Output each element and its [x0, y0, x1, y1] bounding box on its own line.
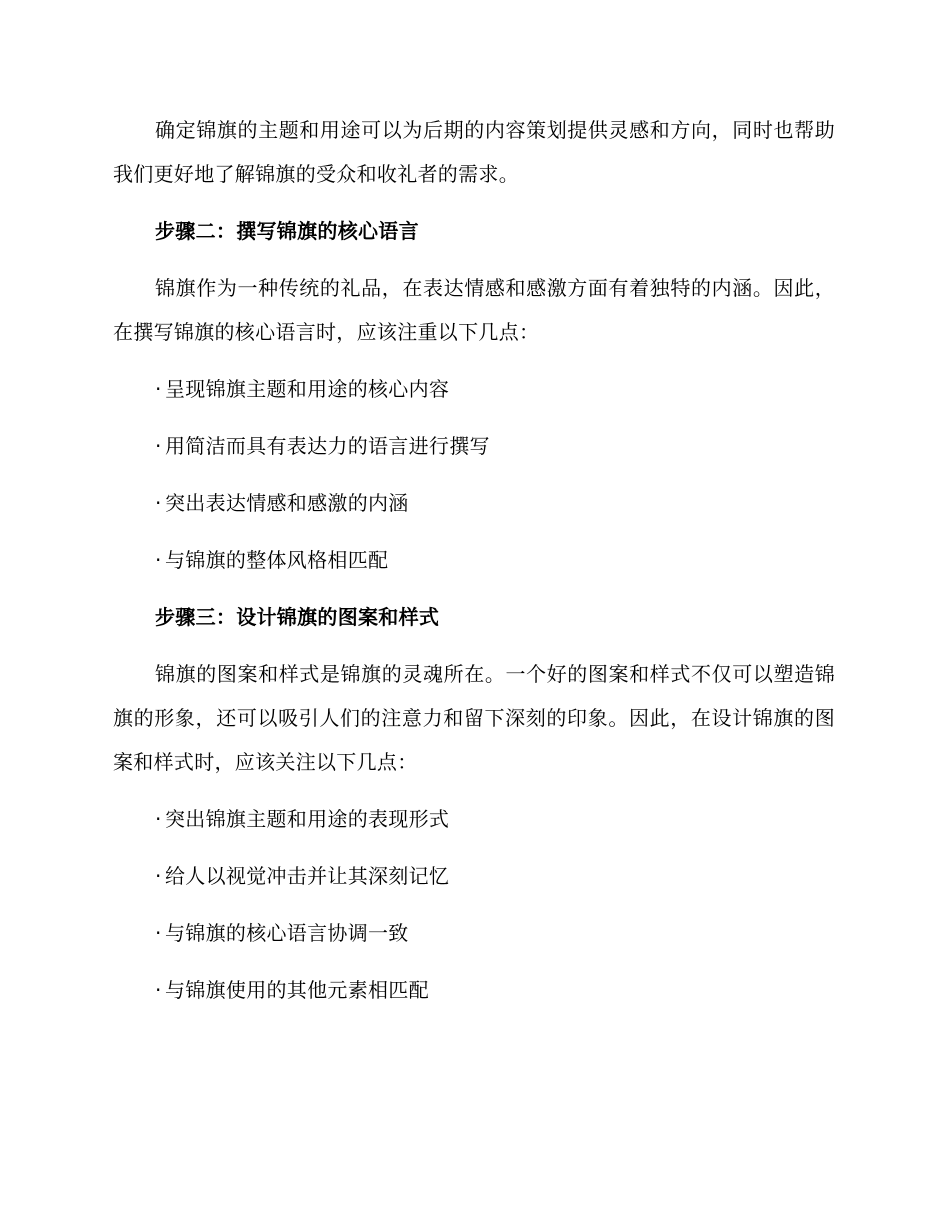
bullet-icon: · [155, 377, 162, 401]
paragraph-core-language: 锦旗作为一种传统的礼品，在表达情感和感激方面有着独特的内涵。因此，在撰写锦旗的核心语言时，应该注重以下几点： [113, 276, 835, 344]
document-page [113, 108, 835, 1025]
list-item-text: 与锦旗的整体风格相匹配 [165, 548, 389, 572]
list-item [113, 367, 835, 411]
list-item [113, 911, 835, 955]
bullet-icon: · [155, 921, 162, 945]
list-item-text: 用简洁而具有表达力的语言进行撰写 [165, 434, 490, 458]
list-item-text: 突出表达情感和感激的内涵 [165, 491, 409, 515]
bullet-icon: · [155, 548, 162, 572]
list-item-text: 给人以视觉冲击并让其深刻记忆 [165, 864, 450, 888]
bullet-icon: · [155, 978, 162, 1002]
list-item-text: 呈现锦旗主题和用途的核心内容 [165, 377, 450, 401]
paragraph-design: 锦旗的图案和样式是锦旗的灵魂所在。一个好的图案和样式不仅可以塑造锦旗的形象，还可以吸引人们的注意力和留下深刻的印象。因此，在设计锦旗的图案和样式时，应该关注以下几点： [113, 662, 835, 774]
section-heading-step-two: 步骤二：撰写锦旗的核心语言 [155, 219, 419, 243]
bullet-icon: · [155, 864, 162, 888]
list-item [113, 481, 835, 525]
list-item-text: 突出锦旗主题和用途的表现形式 [165, 807, 450, 831]
section-heading-step-three: 步骤三：设计锦旗的图案和样式 [155, 605, 440, 629]
list-item [113, 854, 835, 898]
list-item-text: 与锦旗使用的其他元素相匹配 [165, 978, 429, 1002]
bullet-icon: · [155, 491, 162, 515]
list-item [113, 538, 835, 582]
list-item [113, 968, 835, 1012]
list-item [113, 797, 835, 841]
list-item-text: 与锦旗的核心语言协调一致 [165, 921, 409, 945]
bullet-icon: · [155, 807, 162, 831]
paragraph-intro: 确定锦旗的主题和用途可以为后期的内容策划提供灵感和方向，同时也帮助我们更好地了解锦旗的受众和收礼者的需求。 [113, 118, 835, 186]
list-item [113, 424, 835, 468]
bullet-icon: · [155, 434, 162, 458]
